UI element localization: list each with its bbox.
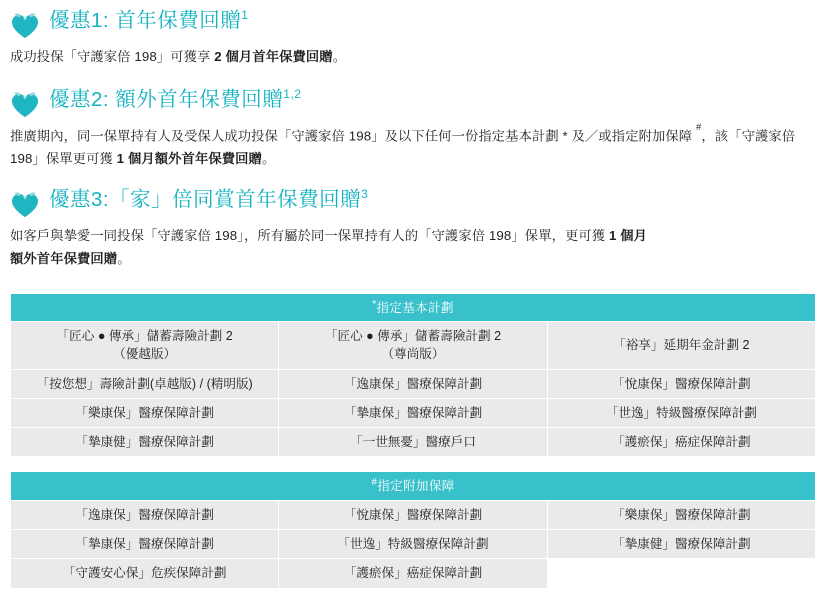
table-row	[11, 559, 816, 588]
offer-1-title	[49, 8, 248, 34]
offer-1-text-a: 成功投保「守護家倍 198」可獲享	[10, 49, 215, 64]
table-row	[11, 398, 816, 427]
basic-plans-header-text: 指定基本計劃	[376, 300, 454, 315]
table-cell: 「世逸」特級醫療保障計劃	[547, 398, 815, 427]
table-cell: 「裕享」延期年金計劃 2	[547, 322, 815, 370]
table-row	[11, 428, 816, 457]
table-cell: 「護瘀保」癌症保障計劃	[279, 559, 547, 588]
offer-3-text-b: 1 個月	[608, 228, 648, 243]
table-cell: 「護瘀保」癌症保障計劃	[547, 428, 815, 457]
supplementary-header-mark: #	[371, 477, 378, 489]
offer-2-title-superscript: 1,2	[283, 87, 302, 102]
table-cell: 「樂康保」醫療保障計劃	[547, 500, 815, 529]
offer-1-title-superscript: 1	[241, 8, 249, 23]
table-cell: 「悅康保」醫療保障計劃	[547, 369, 815, 398]
table-row	[11, 500, 816, 529]
table-cell: 「守護安心保」危疾保障計劃	[11, 559, 279, 588]
offer-2-text-b: ，該「守護家倍 198」保單更可獲	[10, 128, 796, 167]
offer-2-title	[49, 87, 301, 113]
table-row	[11, 369, 816, 398]
table-header-row	[11, 472, 816, 500]
offer-3-heading	[10, 187, 816, 218]
supplementary-benefits-table-header	[11, 472, 816, 500]
offer-3-body	[10, 225, 816, 271]
table-cell: 「一世無憂」醫療戶口	[279, 428, 547, 457]
supplementary-benefits-table	[10, 471, 816, 588]
table-cell: 「悅康保」醫療保障計劃	[279, 500, 547, 529]
offer-3-title-superscript: 3	[361, 187, 369, 202]
offer-1-text-b: 2 個月首年保費回贈	[214, 49, 333, 64]
table-cell: 「按您想」壽險計劃(卓越版) / (精明版)	[11, 369, 279, 398]
offer-block-2	[10, 87, 816, 171]
table-cell: 「逸康保」醫療保障計劃	[279, 369, 547, 398]
supplementary-header-text: 指定附加保障	[377, 479, 455, 494]
heart-icon	[10, 192, 40, 218]
offer-block-3	[10, 187, 816, 271]
basic-plans-header-mark: *	[372, 298, 377, 310]
heart-icon	[10, 13, 40, 39]
basic-plans-table	[10, 293, 816, 458]
table-cell-empty	[547, 559, 815, 588]
offer-2-heading	[10, 87, 816, 118]
table-row	[11, 322, 816, 370]
offer-3-title	[49, 187, 368, 213]
offer-1-text-c: 。	[332, 49, 347, 64]
table-cell: 「世逸」特級醫療保障計劃	[279, 530, 547, 559]
offer-block-1	[10, 8, 816, 69]
offer-3-title-text: 優惠3:「家」倍同賞首年保費回贈	[49, 188, 362, 211]
table-row	[11, 530, 816, 559]
table-cell: 「樂康保」醫療保障計劃	[11, 398, 279, 427]
table-header-row	[11, 293, 816, 321]
table-cell: 「逸康保」醫療保障計劃	[11, 500, 279, 529]
heart-icon	[10, 92, 40, 118]
offer-2-text-a: 推廣期內，同一保單持有人及受保人成功投保「守護家倍 198」及以下任何一份指定基本計劃 * 及／或指定附加保障	[10, 128, 696, 144]
offer-2-body	[10, 122, 816, 171]
table-gap	[10, 457, 816, 471]
offer-2-text-marker: #	[696, 122, 702, 134]
table-cell: 「匠心 ● 傳承」儲蓄壽險計劃 2 （優越版）	[11, 322, 279, 370]
offer-1-heading	[10, 8, 816, 39]
offer-2-text-c: 1 個月額外首年保費回贈	[116, 151, 262, 167]
offer-2-title-text: 優惠2: 額外首年保費回贈	[49, 87, 284, 111]
basic-plans-table-header	[11, 293, 816, 321]
table-cell: 「匠心 ● 傳承」儲蓄壽險計劃 2 （尊尚版）	[279, 322, 547, 370]
table-cell: 「摯康保」醫療保障計劃	[11, 530, 279, 559]
offer-3-text-a: 如客戶與摯愛一同投保「守護家倍 198」，所有屬於同一保單持有人的「守護家倍 198」保單，更可獲	[10, 228, 609, 243]
table-cell: 「摯康保」醫療保障計劃	[279, 398, 547, 427]
table-cell: 「摯康健」醫療保障計劃	[11, 428, 279, 457]
offer-1-body	[10, 46, 816, 69]
offer-3-text-c: 額外首年保費回贈	[10, 250, 118, 266]
offer-3-text-d: 。	[117, 250, 131, 266]
table-cell: 「摯康健」醫療保障計劃	[547, 530, 815, 559]
offer-1-title-text: 優惠1: 首年保費回贈	[49, 9, 242, 32]
offer-2-text-d: 。	[261, 151, 276, 167]
